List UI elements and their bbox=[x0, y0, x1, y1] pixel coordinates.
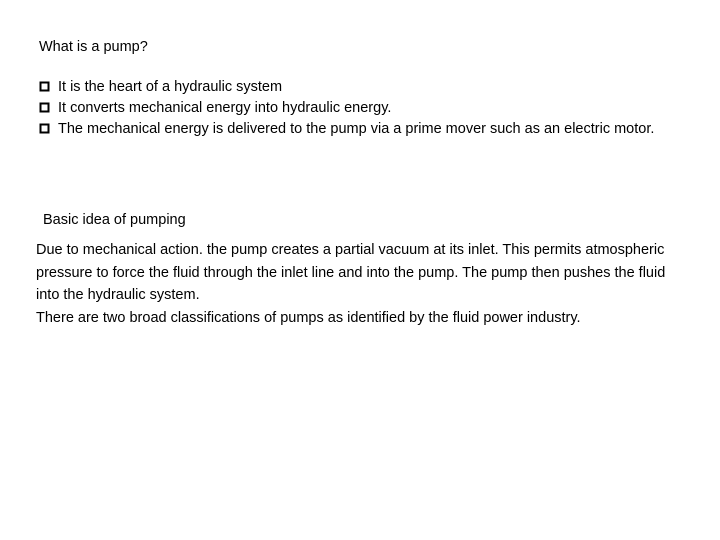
bullet-text: It converts mechanical energy into hydraulic energy. bbox=[58, 100, 392, 116]
bullet-text: The mechanical energy is delivered to the pump via a prime mover such as an electric motor. bbox=[58, 121, 655, 137]
bullet-list bbox=[38, 77, 698, 140]
checkbox-square-icon bbox=[39, 123, 50, 134]
bullet-text: It is the heart of a hydraulic system bbox=[58, 79, 283, 95]
bullet-item bbox=[38, 77, 698, 98]
body-text bbox=[36, 239, 686, 329]
page-title: What is a pump? bbox=[39, 39, 148, 55]
checkbox-square-icon bbox=[39, 81, 50, 92]
checkbox-square-icon bbox=[39, 102, 50, 113]
bullet-item bbox=[38, 119, 698, 140]
bullet-item bbox=[38, 98, 698, 119]
paragraph: There are two broad classifications of pumps as identified by the fluid power industry. bbox=[36, 309, 581, 326]
paragraph: Due to mechanical action. the pump creates a partial vacuum at its inlet. This permits atmospheric pressure to force the fluid through the inlet line and into the pump. The pump then pushes the fluid into the hydraulic system. bbox=[36, 242, 666, 303]
section-heading: Basic idea of pumping bbox=[43, 212, 186, 228]
